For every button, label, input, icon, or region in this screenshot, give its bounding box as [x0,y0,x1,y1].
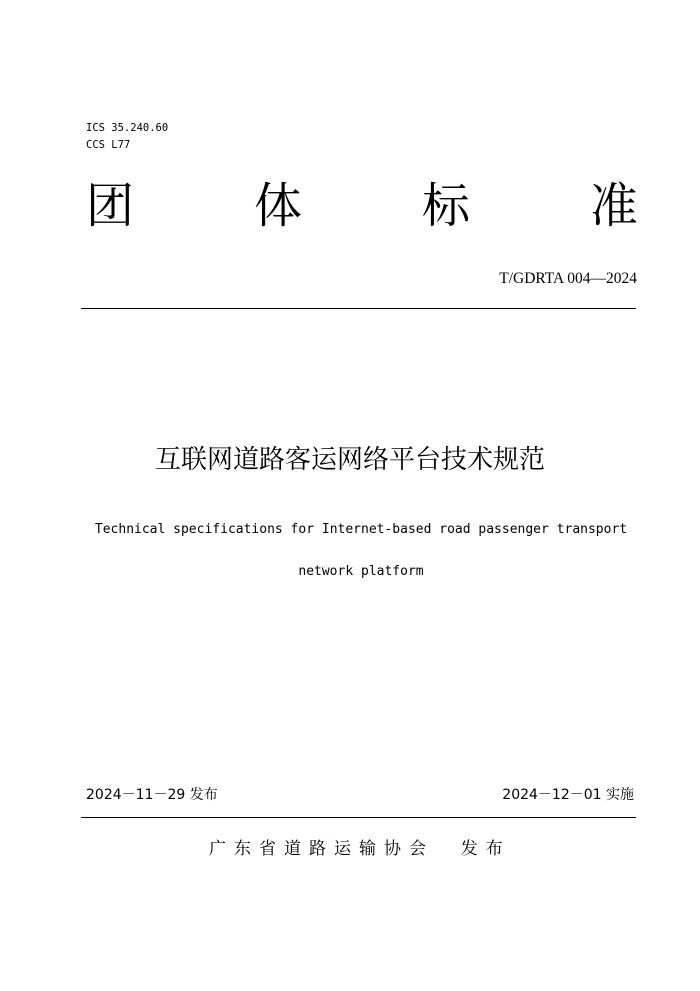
bottom-divider [81,817,636,818]
implement-date: 2024－12－01 实施 [502,787,634,803]
standard-number: T/GDRTA 004—2024 [499,270,637,287]
ccs-code: CCS L77 [86,139,131,151]
title-english-line-1: Technical specifications for Internet-based road passenger transport [94,522,628,537]
standard-type-char: 体 [253,178,302,234]
title-english [0,498,700,603]
standard-type-heading [86,178,638,234]
standard-type-char: 团 [86,178,135,234]
standard-type-char: 标 [421,178,470,234]
standard-type-char: 准 [589,178,638,234]
publish-date: 2024－11－29 发布 [86,787,218,803]
title-english-line-2: network platform [298,564,424,579]
title-chinese: 互联网道路客运网络平台技术规范 [154,445,545,475]
top-divider [81,308,636,309]
ics-code: ICS 35.240.60 [86,122,169,134]
issuer-line: 广东省道路运输协会 发布 [209,839,511,859]
